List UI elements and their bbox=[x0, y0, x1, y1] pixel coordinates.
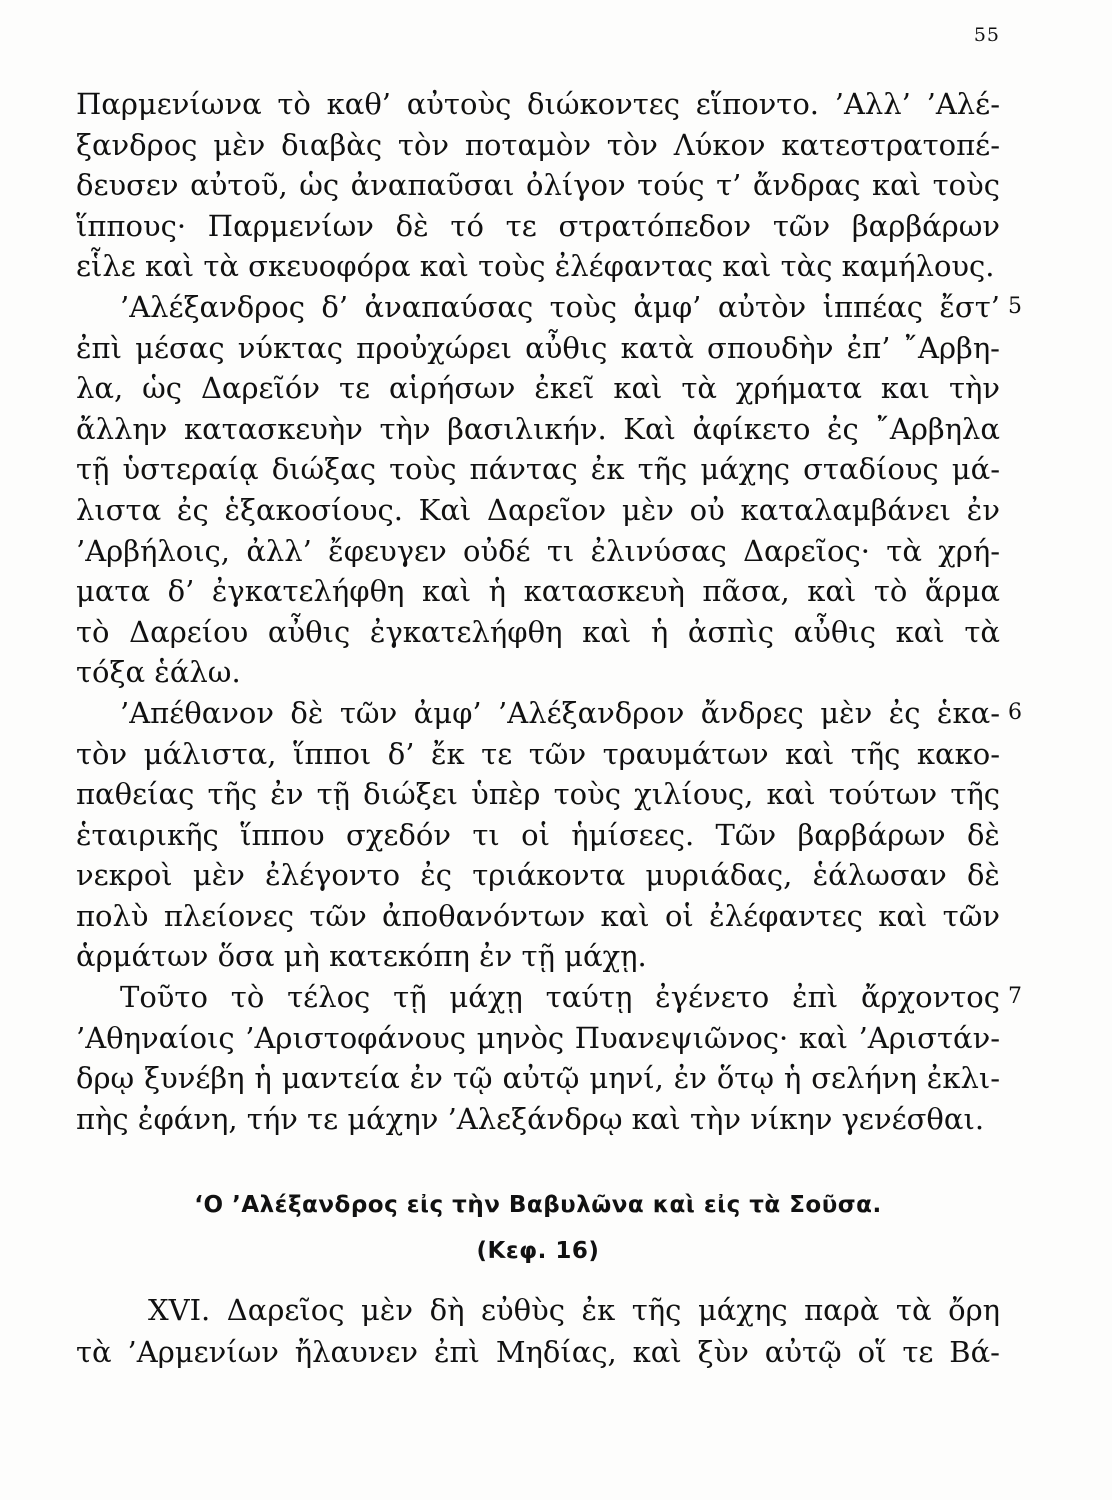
text-line bbox=[76, 977, 1022, 1018]
text-line: τῇ ὑστεραίᾳ διώξας τοὺς πάντας ἐκ τῆς μάχης σταδίους μά- bbox=[76, 452, 1000, 487]
text-line: ἐπὶ μέσας νύκτας προὐχώρει αὖθις κατὰ σπουδὴν ἐπ’ ῎Αρβη- bbox=[76, 330, 1000, 365]
text-line: τὸ Δαρείου αὖθις ἐγκατελήφθη καὶ ἡ ἀσπὶς αὖθις καὶ τὰ bbox=[76, 614, 1000, 649]
text-line: λιστα ἐς ἑξακοσίους. Καὶ Δαρεῖον μὲν οὐ καταλαμβάνει ἐν bbox=[76, 492, 1000, 527]
text-line: ἄλλην κατασκευὴν τὴν βασιλικήν. Καὶ ἀφίκετο ἐς ῎Αρβηλα bbox=[76, 411, 1000, 446]
text-line: πὴς ἐφάνη, τήν τε μάχην ’Αλεξάνδρῳ καὶ τὴν νίκην γενέσθαι. bbox=[76, 1101, 985, 1136]
text-line: νεκροὶ μὲν ἐλέγοντο ἐς τριάκοντα μυριάδας, ἑάλωσαν δὲ bbox=[76, 858, 1000, 893]
text-line: ἵππους· Παρμενίων δὲ τό τε στρατόπεδον τῶν βαρβάρων bbox=[76, 208, 1000, 243]
text-line: δρῳ ξυνέβη ἡ μαντεία ἐν τῷ αὐτῷ μηνί, ἐν ὅτῳ ἡ σελήνη ἐκλι- bbox=[76, 1061, 1000, 1096]
text-line bbox=[76, 693, 1022, 734]
text-line: ’Αρβήλοις, ἀλλ’ ἔφευγεν οὐδέ τι ἐλινύσας Δαρεῖος· τὰ χρή- bbox=[76, 533, 1000, 568]
text-line bbox=[76, 287, 1022, 328]
text-line: τόξα ἑάλω. bbox=[76, 655, 241, 690]
text-line: λα, ὡς Δαρεῖόν τε αἱρήσων ἐκεῖ καὶ τὰ χρήματα και τὴν bbox=[76, 371, 1000, 406]
text-line: ’Αθηναίοις ’Αριστοφάνους μηνὸς Πυανεψιῶνος· καὶ ’Αριστάν- bbox=[76, 1020, 1000, 1055]
text-line: τὸν μάλιστα, ἵπποι δ’ ἔκ τε τῶν τραυμάτων καὶ τῆς κακο- bbox=[76, 736, 1000, 771]
text-line: ἑταιρικῆς ἵππου σχεδόν τι οἱ ἡμίσεες. Τῶν βαρβάρων δὲ bbox=[76, 817, 1000, 852]
text-line: πολὺ πλείονες τῶν ἀποθανόντων καὶ οἱ ἐλέφαντες καὶ τῶν bbox=[76, 898, 1000, 933]
text-line-content: Τοῦτο τὸ τέλος τῇ μάχῃ ταύτῃ ἐγένετο ἐπὶ ἄρχοντος bbox=[120, 980, 1000, 1015]
text-line: XVI. Δαρεῖος μὲν δὴ εὐθὺς ἐκ τῆς μάχης παρὰ τὰ ὄρη bbox=[148, 1293, 1000, 1327]
section-margin-number: 6 bbox=[1008, 699, 1022, 725]
text-line: ματα δ’ ἐγκατελήφθη καὶ ἡ κατασκευὴ πᾶσα, καὶ τὸ ἅρμα bbox=[76, 574, 1000, 609]
text-line: ξανδρος μὲν διαβὰς τὸν ποταμὸν τὸν Λύκον κατεστρατοπέ- bbox=[76, 127, 1000, 162]
page-number: 55 bbox=[973, 24, 1000, 46]
text-line: παθείας τῆς ἐν τῇ διώξει ὑπὲρ τοὺς χιλίους, καὶ τούτων τῆς bbox=[76, 777, 1000, 812]
chapter-reference: (Κεφ. 16) bbox=[476, 1238, 600, 1264]
text-line: Παρμενίωνα τὸ καθ’ αὐτοὺς διώκοντες εἵποντο. ’Αλλ’ ’Αλέ- bbox=[76, 87, 1000, 121]
section-heading: ‘Ο ’Αλέξανδρος εἰς τὴν Βαβυλῶνα καὶ εἰς τὰ Σοῦσα. bbox=[194, 1192, 882, 1218]
text-line-content: ’Αλέξανδρος δ’ ἀναπαύσας τοὺς ἀμφ’ αὐτὸν ἱππέας ἔστ’ bbox=[120, 289, 1000, 324]
text-line: εἷλε καὶ τὰ σκευοφόρα καὶ τοὺς ἐλέφαντας καὶ τὰς καμήλους. bbox=[76, 249, 995, 284]
text-line: τὰ ’Αρμενίων ἤλαυνεν ἐπὶ Μηδίας, καὶ ξὺν αὐτῷ οἵ τε Βά- bbox=[76, 1335, 1000, 1369]
text-line: δευσεν αὐτοῦ, ὡς ἀναπαῦσαι ὀλίγον τούς τ’ ἄνδρας καὶ τοὺς bbox=[76, 168, 1000, 203]
section-margin-number: 5 bbox=[1008, 293, 1022, 319]
section-margin-number: 7 bbox=[1008, 984, 1022, 1010]
body-text bbox=[76, 84, 1022, 1139]
chapter-text bbox=[76, 1289, 1000, 1373]
text-line-content: ’Απέθανον δὲ τῶν ἀμφ’ ’Αλέξανδρον ἄνδρες μὲν ἐς ἑκα- bbox=[120, 695, 1000, 730]
text-line: ἁρμάτων ὅσα μὴ κατεκόπη ἐν τῇ μάχῃ. bbox=[76, 939, 647, 974]
